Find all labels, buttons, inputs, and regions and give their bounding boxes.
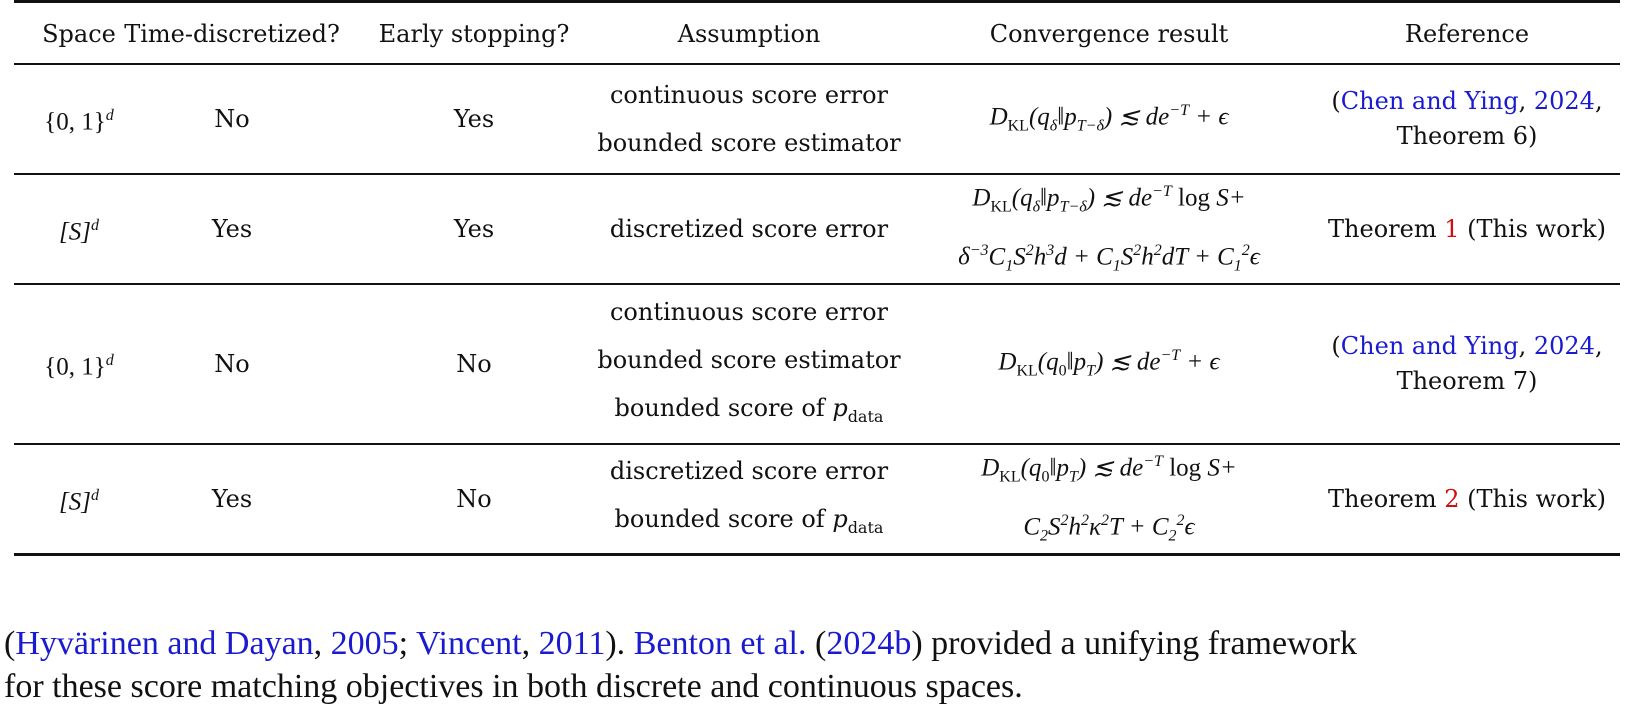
reference-cell: Theorem 1 (This work) <box>1328 215 1606 243</box>
citation-link[interactable]: Benton et al. <box>633 625 807 662</box>
early-stopping-cell: No <box>456 485 492 513</box>
assumption-cell: continuous score error bounded score estimator <box>597 81 901 157</box>
early-stopping-cell: Yes <box>453 215 495 243</box>
theorem-link[interactable]: 1 <box>1444 215 1460 243</box>
time-discretized-cell: No <box>214 105 250 133</box>
header-time-discretized: Time-discretized? <box>124 20 340 48</box>
bottom-rule <box>14 553 1620 556</box>
top-rule <box>14 0 1620 3</box>
header-assumption: Assumption <box>677 20 821 48</box>
convergence-result-cell: $D_{KL}(q_0‖p_T)$ ≲ $de^{-T}$ log S+ $C_2S^2h^2\kappa^2T + C_2^2\epsilon$ <box>981 452 1237 545</box>
assumption-cell: discretized score error <box>609 215 889 243</box>
convergence-result-cell: $D_{KL}(q_\delta‖p_{T-\delta})$ ≲ $de^{-T}$ log S+ $\delta^{-3}C_1S^2h^3d + C_1S^2h^2dT + C_1^2\epsilon$ <box>958 182 1260 275</box>
reference-cell: (Chen and Ying, 2024, Theorem 7) <box>1331 332 1603 395</box>
citation-link[interactable]: Chen and Ying <box>1340 87 1519 115</box>
assumption-cell: continuous score error bounded score estimator bounded score of $p_{data}$ <box>597 297 901 426</box>
header-convergence-result: Convergence result <box>989 20 1229 48</box>
citation-year-link[interactable]: 2024b <box>826 625 912 662</box>
early-stopping-cell: No <box>456 350 492 378</box>
time-discretized-cell: Yes <box>211 215 253 243</box>
paragraph-line-2: for these score matching objectives in both discrete and continuous spaces. <box>4 668 1023 705</box>
citation-year-link[interactable]: 2024 <box>1533 87 1595 115</box>
space-cell: $[S]^d$ <box>59 486 99 516</box>
time-discretized-cell: No <box>214 350 250 378</box>
header-space: Space <box>42 20 116 48</box>
assumption-cell: discretized score error bounded score of $p_{data}$ <box>609 456 889 537</box>
convergence-result-cell: $D_{KL}(q_0‖p_T)$ ≲ $de^{-T} + \epsilon$ <box>998 347 1220 380</box>
citation-year-link[interactable]: 2005 <box>330 625 399 662</box>
citation-year-link[interactable]: 2011 <box>538 625 606 662</box>
reference-cell: Theorem 2 (This work) <box>1328 485 1606 513</box>
space-cell: $[S]^d$ <box>59 216 99 246</box>
citation-year-link[interactable]: 2024 <box>1533 332 1595 360</box>
paragraph-line-1: (Hyvärinen and Dayan, 2005; Vincent, 2011). Benton et al. (2024b) provided a unifying framework <box>4 625 1357 662</box>
space-cell: {0, 1}$^d$ <box>44 351 114 381</box>
header-early-stopping: Early stopping? <box>378 20 570 48</box>
convergence-result-cell: $D_{KL}(q_\delta‖p_{T-\delta})$ ≲ $de^{-T} + \epsilon$ <box>989 102 1229 135</box>
early-stopping-cell: Yes <box>453 105 495 133</box>
reference-cell: (Chen and Ying, 2024, Theorem 6) <box>1331 87 1603 150</box>
time-discretized-cell: Yes <box>211 485 253 513</box>
citation-link[interactable]: Hyvärinen and Dayan <box>15 625 314 662</box>
space-cell: {0, 1}$^d$ <box>44 106 114 136</box>
header-reference: Reference <box>1404 20 1530 48</box>
citation-link[interactable]: Vincent <box>416 625 522 662</box>
theorem-link[interactable]: 2 <box>1444 485 1460 513</box>
citation-link[interactable]: Chen and Ying <box>1340 332 1519 360</box>
